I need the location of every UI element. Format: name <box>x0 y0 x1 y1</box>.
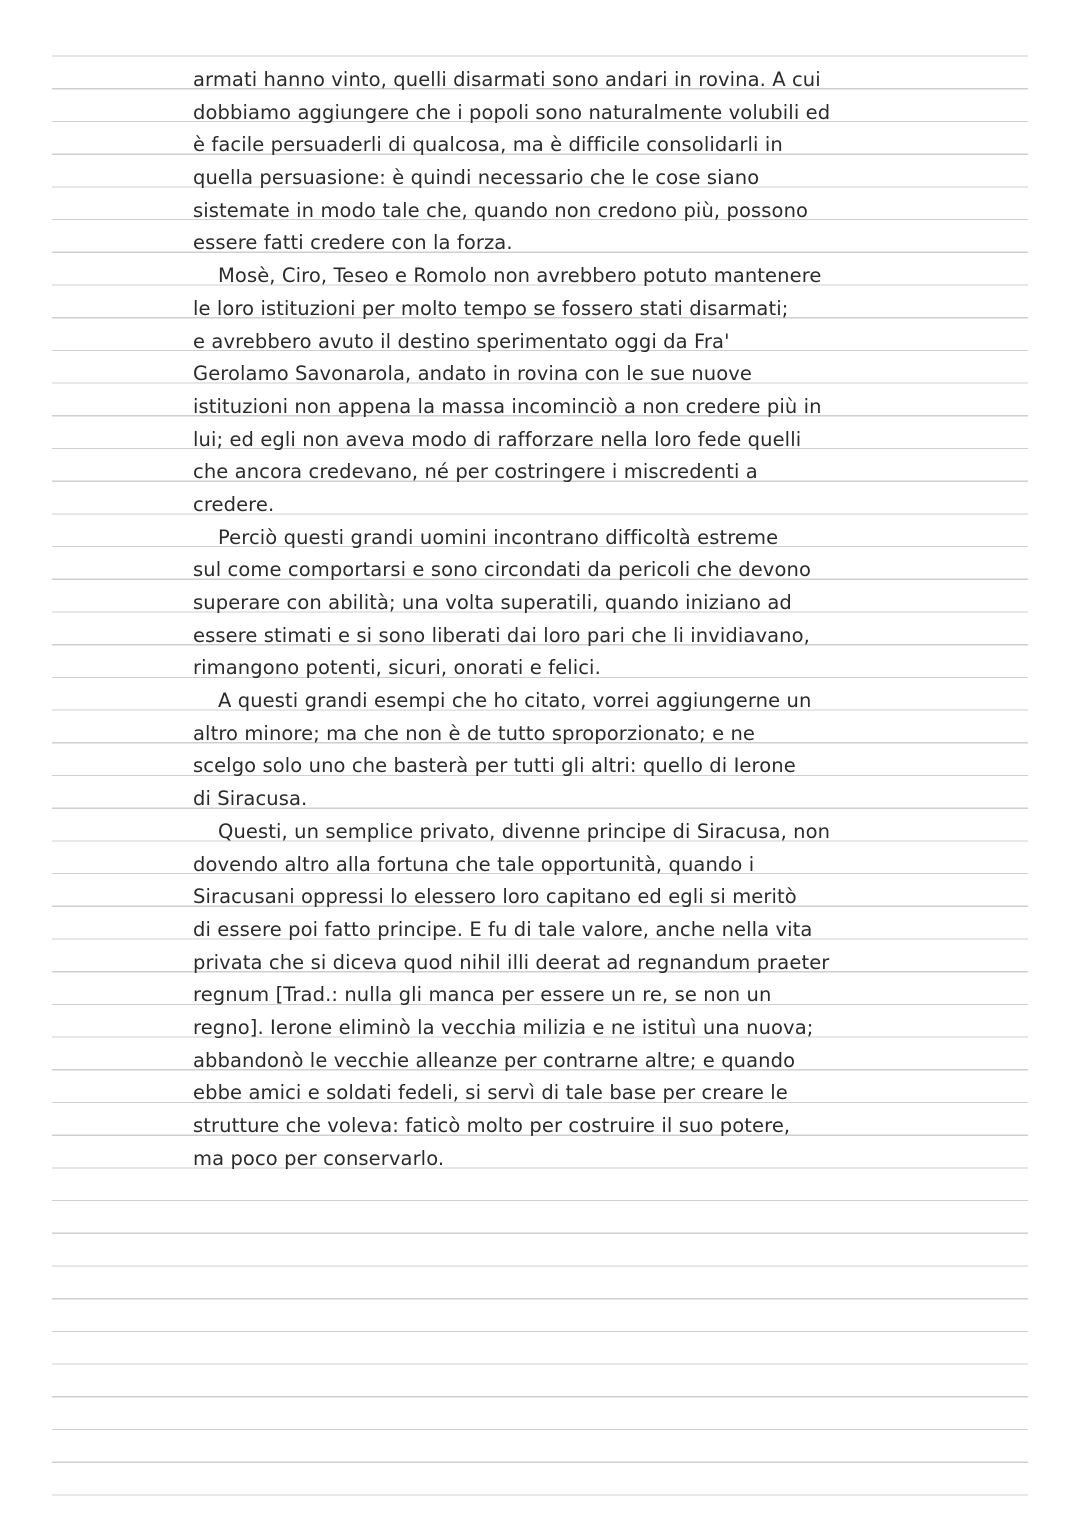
text-line: scelgo solo uno che basterà per tutti gli altri: quello di Ierone <box>193 754 796 778</box>
text-line: altro minore; ma che non è de tutto sproporzionato; e ne <box>193 721 756 745</box>
text-line: ebbe amici e soldati fedeli, si servì di tale base per creare le <box>193 1081 788 1105</box>
text-line: e avrebbero avuto il destino sperimentato oggi da Fra' <box>193 329 730 353</box>
text-line: A questi grandi esempi che ho citato, vorrei aggiungerne un <box>218 689 812 713</box>
text-line: che ancora credevano, né per costringere i miscredenti a <box>193 460 758 484</box>
text-line: di Siracusa. <box>193 787 308 811</box>
text-line: sul come comportarsi e sono circondati da pericoli che devono <box>193 558 811 582</box>
text-line: regnum [Trad.: nulla gli manca per essere un re, se non un <box>193 983 772 1007</box>
text-line: le loro istituzioni per molto tempo se fossero stati disarmati; <box>193 296 789 320</box>
text-line: quella persuasione: è quindi necessario che le cose siano <box>193 166 760 190</box>
text-line: ma poco per conservarlo. <box>193 1146 445 1170</box>
text-line: credere. <box>193 492 275 516</box>
text-line: dobbiamo aggiungere che i popoli sono naturalmente volubili ed <box>193 100 831 124</box>
text-line: abbandonò le vecchie alleanze per contrarne altre; e quando <box>193 1048 796 1072</box>
handwritten-text-block <box>193 64 893 1175</box>
text-line: lui; ed egli non aveva modo di rafforzare nella loro fede quelli <box>193 427 802 451</box>
text-line: Gerolamo Savonarola, andato in rovina con le sue nuove <box>193 362 752 386</box>
text-line: essere fatti credere con la forza. <box>193 231 513 255</box>
text-line: privata che si diceva quod nihil illi deerat ad regnandum praeter <box>193 950 830 974</box>
text-line: sistemate in modo tale che, quando non credono più, possono <box>193 198 809 222</box>
text-line: Mosè, Ciro, Teseo e Romolo non avrebbero potuto mantenere <box>218 264 822 288</box>
text-line: strutture che voleva: faticò molto per costruire il suo potere, <box>193 1114 791 1137</box>
text-line: dovendo altro alla fortuna che tale opportunità, quando i <box>193 852 755 876</box>
text-line: Questi, un semplice privato, divenne principe di Siracusa, non <box>218 819 831 843</box>
text-line: è facile persuaderli di qualcosa, ma è difficile consolidarli in <box>193 133 783 157</box>
text-line: superare con abilità; una volta superatili, quando iniziano ad <box>193 591 792 614</box>
text-line: istituzioni non appena la massa incominciò a non credere più in <box>193 394 822 418</box>
text-line: di essere poi fatto principe. E fu di tale valore, anche nella vita <box>193 917 813 941</box>
text-line: rimangono potenti, sicuri, onorati e felici. <box>193 656 601 680</box>
text-line: Perciò questi grandi uomini incontrano difficoltà estreme <box>218 525 779 549</box>
text-line: regno]. Ierone eliminò la vecchia milizia e ne istituì una nuova; <box>193 1015 814 1039</box>
text-line: essere stimati e si sono liberati dai loro pari che li invidiavano, <box>193 623 810 647</box>
text-line: Siracusani oppressi lo elessero loro capitano ed egli si meritò <box>193 885 797 909</box>
text-line: armati hanno vinto, quelli disarmati sono andari in rovina. A cui <box>193 68 821 91</box>
